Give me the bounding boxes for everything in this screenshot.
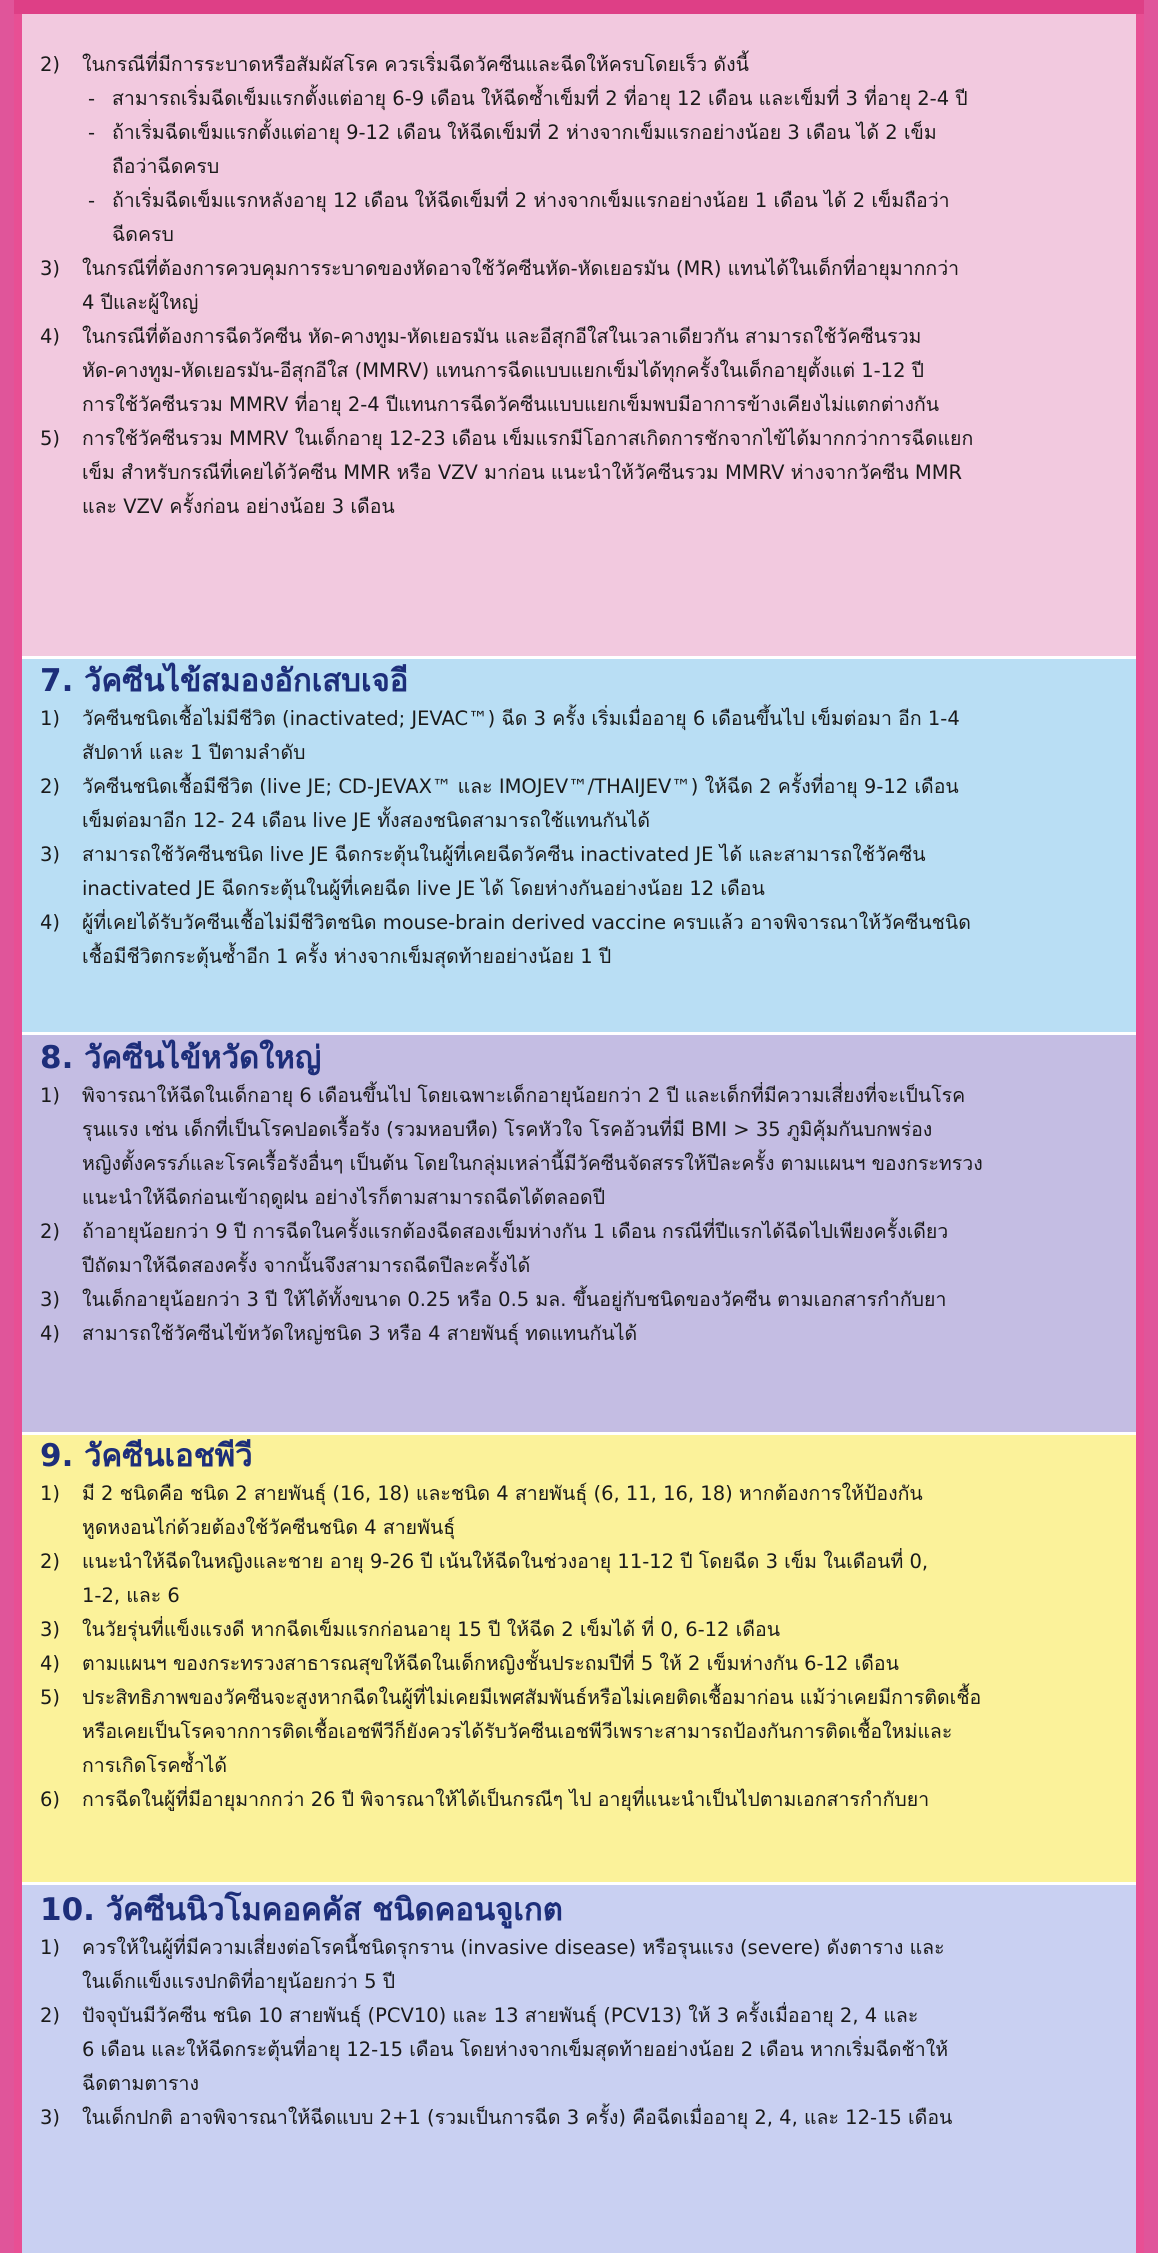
section-title-je: 7. วัคซีนไข้สมองอักเสบเจอี [40, 663, 409, 699]
list-item-text: การฉีดในผู้ที่มีอายุมากกว่า 26 ปี พิจารณาให้ได้เป็นกรณีๆ ไป อายุที่แนะนำเป็นไปตามเอกสารกำกับยา [82, 1788, 930, 1811]
list-item-text: ตามแผนฯ ของกระทรวงสาธารณสุขให้ฉีดในเด็กหญิงชั้นประถมปีที่ 5 ให้ 2 เข็มห่างกัน 6-12 เดือน [82, 1652, 899, 1675]
list-item-number: 3) [40, 1288, 61, 1311]
dash-bullet-icon: - [88, 189, 96, 212]
list-item-text: พิจารณาให้ฉีดในเด็กอายุ 6 เดือนขึ้นไป โดยเฉพาะเด็กอายุน้อยกว่า 2 ปี และเด็กที่มีความเสี่ยงที่จะเป็นโรค [82, 1084, 966, 1107]
list-item-text: สัปดาห์ และ 1 ปีตามลำดับ [82, 741, 306, 764]
sub-list-item-text: ถ้าเริ่มฉีดเข็มแรกหลังอายุ 12 เดือน ให้ฉีดเข็มที่ 2 ห่างจากเข็มแรกอย่างน้อย 1 เดือน ได้ 2 เข็มถือว่า [112, 189, 950, 212]
section-je-vaccine [22, 656, 1136, 1032]
list-item [40, 906, 1114, 974]
list-item [40, 1545, 1114, 1613]
list-item-number: 2) [40, 775, 61, 798]
list-item [40, 320, 1114, 422]
list-item-number: 2) [40, 53, 61, 76]
list-item [40, 1215, 1114, 1283]
list-item-number: 4) [40, 325, 61, 348]
list-item [40, 1283, 1114, 1317]
list-item [40, 1783, 1114, 1817]
list-item-text: เข็ม สำหรับกรณีที่เคยได้วัคซีน MMR หรือ VZV มาก่อน แนะนำให้วัคซีนรวม MMRV ห่างจากวัคซีน MMR [82, 461, 963, 484]
list-item-number: 1) [40, 707, 61, 730]
list-item [40, 1999, 1114, 2101]
list-item-text: เข็มต่อมาอีก 12- 24 เดือน live JE ทั้งสองชนิดสามารถใช้แทนกันได้ [82, 809, 651, 832]
list-item-text: วัคซีนชนิดเชื้อมีชีวิต (live JE; CD-JEVAX™ และ IMOJEV™/THAIJEV™) ให้ฉีด 2 ครั้งที่อายุ 9-12 เดือน [82, 775, 959, 798]
list-item [40, 1079, 1114, 1215]
section-mmr-continued [22, 14, 1136, 656]
list-item-text: ในกรณีที่ต้องการควบคุมการระบาดของหัดอาจใช้วัคซีนหัด-หัดเยอรมัน (MR) แทนได้ในเด็กที่อายุมากกว่า [82, 257, 960, 280]
list-item-text: ในเด็กอายุน้อยกว่า 3 ปี ให้ได้ทั้งขนาด 0.25 หรือ 0.5 มล. ขึ้นอยู่กับชนิดของวัคซีน ตามเอกสารกำกับยา [82, 1288, 947, 1311]
list-item-number: 3) [40, 843, 61, 866]
list-item [40, 1931, 1114, 1999]
list-item [40, 770, 1114, 838]
section-title-influenza: 8. วัคซีนไข้หวัดใหญ่ [40, 1040, 322, 1076]
section-hpv-vaccine [22, 1432, 1136, 1882]
sub-list-item [82, 116, 1114, 184]
list-item-text: inactivated JE ฉีดกระตุ้นในผู้ที่เคยฉีด live JE ได้ โดยห่างกันอย่างน้อย 12 เดือน [82, 877, 765, 900]
list-item [40, 2101, 1114, 2135]
list-item-text: ฉีดตามตาราง [82, 2072, 199, 2095]
list-item-number: 1) [40, 1084, 61, 1107]
list-item-text: การใช้วัคซีนรวม MMRV ที่อายุ 2-4 ปีแทนการฉีดวัคซีนแบบแยกเข็มพบมีอาการข้างเคียงไม่แตกต่างกัน [82, 393, 940, 416]
sub-list-item-text: สามารถเริ่มฉีดเข็มแรกตั้งแต่อายุ 6-9 เดือน ให้ฉีดซ้ำเข็มที่ 2 ที่อายุ 12 เดือน และเข็มที่ 3 ที่อายุ 2-4 ปี [112, 87, 968, 110]
list-item-text: สามารถใช้วัคซีนชนิด live JE ฉีดกระตุ้นในผู้ที่เคยฉีดวัคซีน inactivated JE ได้ และสามารถใช้วัคซีน [82, 843, 926, 866]
top-banner-edge [14, 0, 1144, 14]
list-item [40, 702, 1114, 770]
list-item-text: ควรให้ในผู้ที่มีความเสี่ยงต่อโรคนี้ชนิดรุกราน (invasive disease) หรือรุนแรง (severe) ดังตาราง และ [82, 1936, 945, 1959]
list-item-text: หูดหงอนไก่ด้วยต้องใช้วัคซีนชนิด 4 สายพันธุ์ [82, 1516, 456, 1539]
list-item-text: ในกรณีที่มีการระบาดหรือสัมผัสโรค ควรเริ่มฉีดวัคซีนและฉีดให้ครบโดยเร็ว ดังนี้ [82, 53, 749, 76]
list-item [40, 1613, 1114, 1647]
list-item-text: ประสิทธิภาพของวัคซีนจะสูงหากฉีดในผู้ที่ไม่เคยมีเพศสัมพันธ์หรือไม่เคยติดเชื้อมาก่อน แม้ว่าเคยมีการติดเชื้อ [82, 1686, 982, 1709]
list-item [40, 838, 1114, 906]
list-item-number: 4) [40, 911, 61, 934]
list-item-text: การเกิดโรคซ้ำได้ [82, 1754, 228, 1777]
list-item-text: ปีถัดมาให้ฉีดสองครั้ง จากนั้นจึงสามารถฉีดปีละครั้งได้ [82, 1254, 531, 1277]
list-item-text: รุนแรง เช่น เด็กที่เป็นโรคปอดเรื้อรัง (รวมหอบหืด) โรคหัวใจ โรคอ้วนที่มี BMI > 35 ภูมิคุ้มกันบกพร่อง [82, 1118, 933, 1141]
list-item-text: ในเด็กแข็งแรงปกติที่อายุน้อยกว่า 5 ปี [82, 1970, 396, 1993]
list-item-text: ในวัยรุ่นที่แข็งแรงดี หากฉีดเข็มแรกก่อนอายุ 15 ปี ให้ฉีด 2 เข็มได้ ที่ 0, 6-12 เดือน [82, 1618, 781, 1641]
section-title-pneumococcal: 10. วัคซีนนิวโมคอคคัส ชนิดคอนจูเกต [40, 1892, 563, 1928]
list-item-number: 2) [40, 1550, 61, 1573]
section-influenza-vaccine [22, 1032, 1136, 1432]
list-item-text: แนะนำให้ฉีดในหญิงและชาย อายุ 9-26 ปี เน้นให้ฉีดในช่วงอายุ 11-12 ปี โดยฉีด 3 เข็ม ในเดือนที่ 0, [82, 1550, 929, 1573]
list-item [40, 1477, 1114, 1545]
list-item [40, 1681, 1114, 1783]
list-item-text: การใช้วัคซีนรวม MMRV ในเด็กอายุ 12-23 เดือน เข็มแรกมีโอกาสเกิดการชักจากไข้ได้มากกว่าการฉีดแยก [82, 427, 974, 450]
list-item-number: 3) [40, 1618, 61, 1641]
list-item-number: 1) [40, 1482, 61, 1505]
list-item-text: หรือเคยเป็นโรคจากการติดเชื้อเอชพีวีก็ยังควรได้รับวัคซีนเอชพีวีเพราะสามารถป้องกันการติดเชื้อใหม่และ [82, 1720, 953, 1743]
list-item-text: เชื้อมีชีวิตกระตุ้นซ้ำอีก 1 ครั้ง ห่างจากเข็มสุดท้ายอย่างน้อย 1 ปี [82, 945, 612, 968]
list-item-number: 5) [40, 427, 61, 450]
list-item-number: 6) [40, 1788, 61, 1811]
list-item [40, 1647, 1114, 1681]
list-item [40, 252, 1114, 320]
list-item-text: หญิงตั้งครรภ์และโรคเรื้อรังอื่นๆ เป็นต้น โดยในกลุ่มเหล่านี้มีวัคซีนจัดสรรให้ปีละครั้ง ตามแผนฯ ของกระทรวง [82, 1152, 983, 1175]
list-item-text: ในเด็กปกติ อาจพิจารณาให้ฉีดแบบ 2+1 (รวมเป็นการฉีด 3 ครั้ง) คือฉีดเมื่ออายุ 2, 4, และ 12-15 เดือน [82, 2106, 953, 2129]
list-item [40, 422, 1114, 524]
list-item-number: 1) [40, 1936, 61, 1959]
list-item-text: มี 2 ชนิดคือ ชนิด 2 สายพันธุ์ (16, 18) และชนิด 4 สายพันธุ์ (6, 11, 16, 18) หากต้องการให้ป้องกัน [82, 1482, 923, 1505]
list-item-number: 3) [40, 257, 61, 280]
list-item-text: ปัจจุบันมีวัคซีน ชนิด 10 สายพันธุ์ (PCV10) และ 13 สายพันธุ์ (PCV13) ให้ 3 ครั้งเมื่ออายุ 2, 4 และ [82, 2004, 919, 2027]
list-item-number: 3) [40, 2106, 61, 2129]
list-item-number: 2) [40, 1220, 61, 1243]
list-item-text: วัคซีนชนิดเชื้อไม่มีชีวิต (inactivated; JEVAC™) ฉีด 3 ครั้ง เริ่มเมื่ออายุ 6 เดือนขึ้นไป เข็มต่อมา อีก 1-4 [82, 707, 960, 730]
list-item [40, 48, 1114, 82]
section-title-hpv: 9. วัคซีนเอชพีวี [40, 1438, 253, 1474]
list-item [40, 1317, 1114, 1351]
sub-list-item [82, 184, 1114, 252]
dash-bullet-icon: - [88, 87, 96, 110]
list-item-number: 5) [40, 1686, 61, 1709]
list-item-number: 4) [40, 1652, 61, 1675]
dash-bullet-icon: - [88, 121, 96, 144]
list-item-text: ผู้ที่เคยได้รับวัคซีนเชื้อไม่มีชีวิตชนิด mouse-brain derived vaccine ครบแล้ว อาจพิจารณาให้วัคซีนชนิด [82, 911, 971, 934]
list-item-text: ในกรณีที่ต้องการฉีดวัคซีน หัด-คางทูม-หัดเยอรมัน และอีสุกอีใสในเวลาเดียวกัน สามารถใช้วัคซีนรวม [82, 325, 922, 348]
sub-list-item [82, 82, 1114, 116]
list-item-text: สามารถใช้วัคซีนไข้หวัดใหญ่ชนิด 3 หรือ 4 สายพันธุ์ ทดแทนกันได้ [82, 1322, 638, 1345]
list-item-text: 1-2, และ 6 [82, 1584, 180, 1607]
list-item-text: แนะนำให้ฉีดก่อนเข้าฤดูฝน อย่างไรก็ตามสามารถฉีดได้ตลอดปี [82, 1186, 606, 1209]
list-item-text: และ VZV ครั้งก่อน อย่างน้อย 3 เดือน [82, 495, 395, 518]
list-item-number: 2) [40, 2004, 61, 2027]
list-item-number: 4) [40, 1322, 61, 1345]
sub-list-item-text: ถือว่าฉีดครบ [112, 155, 220, 178]
section-pneumococcal-vaccine [22, 1882, 1136, 2253]
list-item-text: ถ้าอายุน้อยกว่า 9 ปี การฉีดในครั้งแรกต้องฉีดสองเข็มห่างกัน 1 เดือน กรณีที่ปีแรกได้ฉีดไปเพียงครั้งเดียว [82, 1220, 949, 1243]
list-item-text: หัด-คางทูม-หัดเยอรมัน-อีสุกอีใส (MMRV) แทนการฉีดแบบแยกเข็มได้ทุกครั้งในเด็กอายุตั้งแต่ 1-12 ปี [82, 359, 925, 382]
sub-list-item-text: ถ้าเริ่มฉีดเข็มแรกตั้งแต่อายุ 9-12 เดือน ให้ฉีดเข็มที่ 2 ห่างจากเข็มแรกอย่างน้อย 3 เดือน ได้ 2 เข็ม [112, 121, 937, 144]
list-item-text: 6 เดือน และให้ฉีดกระตุ้นที่อายุ 12-15 เดือน โดยห่างจากเข็มสุดท้ายอย่างน้อย 2 เดือน หากเริ่มฉีดช้าให้ [82, 2038, 949, 2061]
sub-list-item-text: ฉีดครบ [112, 223, 174, 246]
list-item-text: 4 ปีและผู้ใหญ่ [82, 291, 199, 314]
